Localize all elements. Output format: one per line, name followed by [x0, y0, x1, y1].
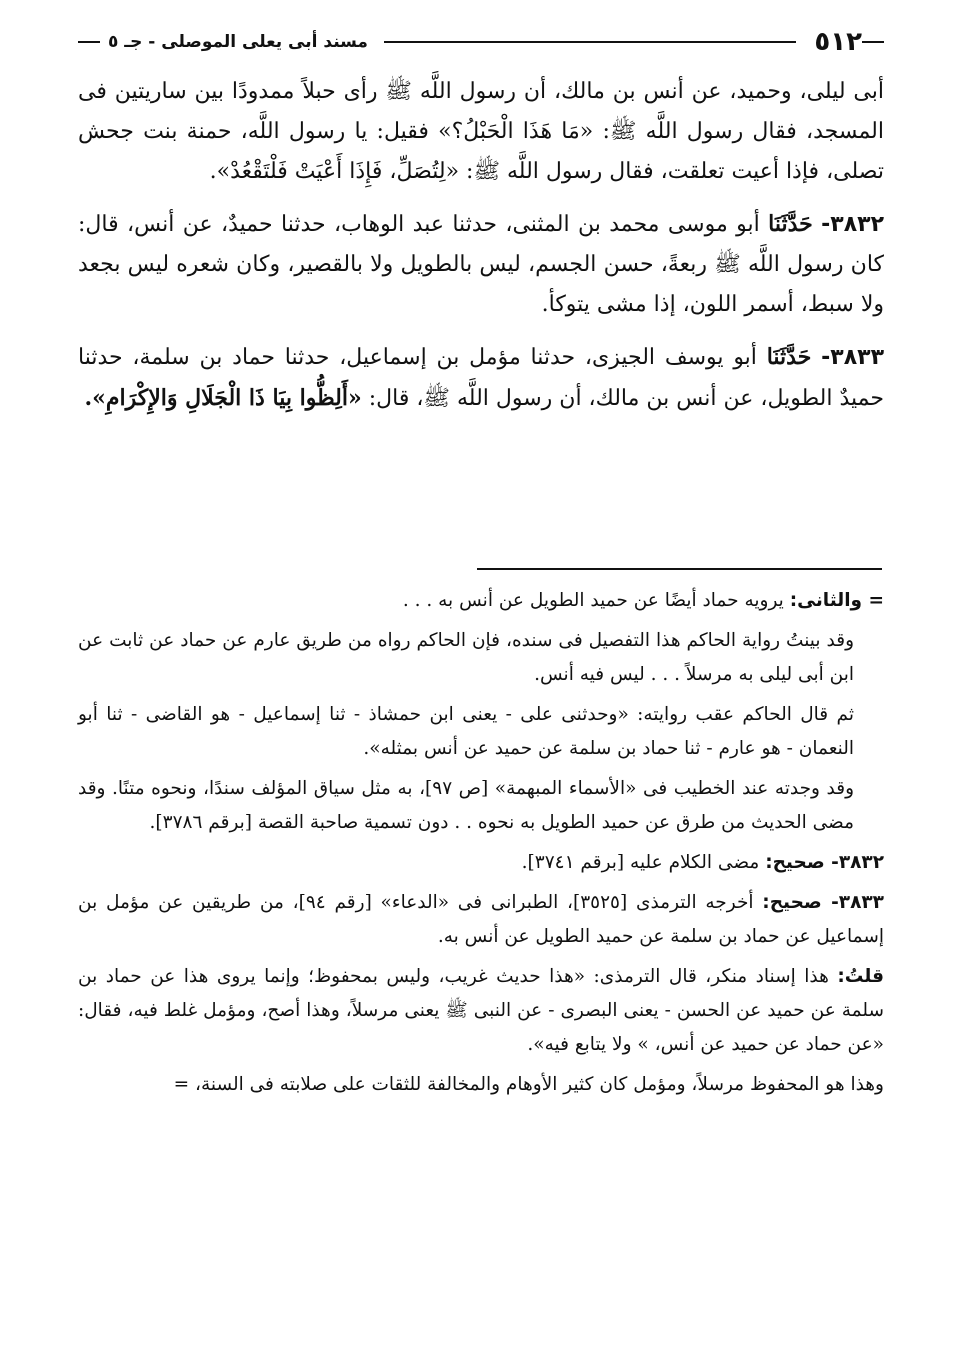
footnote-text: أخرجه الترمذى [٣٥٢٥]، الطبرانى فى «الدعاء» [رقم ٩٤]، من طريقين عن مؤمل بن إسماعيل عن حماد بن سلمة عن حميد الطويل عن أنس به. — [78, 892, 884, 947]
header-rule — [384, 41, 796, 43]
prophetic-quote: «أَلِظُّوا بِيَا ذَا الْجَلَالِ وَالإِكْرَامِ». — [84, 385, 362, 411]
footnote-continued — [78, 584, 884, 618]
footnote-paragraph: وهذا هو المحفوظ مرسلاً، ومؤمل كان كثير الأوهام والمخالفة للثقات على صلابته فى السنة، = — [173, 1074, 884, 1095]
hadith-number: ٣٨٣٣- — [821, 345, 884, 370]
book-title: مسند أبى يعلى الموصلى - جـ ٥ — [108, 32, 368, 52]
footnote-text: مضى الكلام عليه [برقم ٣٧٤١]. — [521, 852, 760, 873]
footnote-paragraph: وقد بينتُ رواية الحاكم هذا التفصيل فى سنده، فإن الحاكم رواه من طريق عارم عن حماد عن ثابت عن ابن أبى ليلى به مرسلاً . . . ليس فيه أنس. — [78, 630, 854, 685]
header-dash-end — [78, 41, 100, 43]
footnote-3832 — [78, 846, 884, 880]
footnote-text: يرويه حماد أيضًا عن حميد الطويل عن أنس به . . . — [402, 590, 784, 611]
footnote-comment — [78, 960, 884, 1062]
footnote-grade: ٣٨٣٣- صحيح: — [762, 892, 884, 913]
footnote-paragraph: وقد وجدته عند الخطيب فى «الأسماء المبهمة» [ص ٩٧]، به مثل سياق المؤلف سندًا، ونحوه متنًا. وقد مضى الحديث من طرق عن حميد الطويل به نحوه . . دون تسمية صاحبة القصة [برقم ٣٧٨٦]. — [78, 778, 855, 833]
footnotes — [78, 584, 884, 1108]
main-text — [78, 72, 884, 431]
hadith-text: أبو يوسف الجيزى، حدثنا مؤمل بن إسماعيل، حدثنا حماد بن سلمة، حدثنا حميدٌ الطويل، عن أنس بن مالك، أن رسول اللَّه ﷺ، قال: — [78, 345, 884, 411]
haddathana-word: حَدَّثَنَا — [766, 344, 812, 370]
footnote-paragraph: ثم قال الحاكم عقب روايته: «وحدثنى على - يعنى ابن حمشاذ - ثنا إسماعيل - هو القاضى - ثنا أبو النعمان - هو عارم - ثنا حماد بن سلمة عن حميد عن أنس بمثله». — [78, 704, 854, 759]
footnote-grade: ٣٨٣٢- صحيح: — [765, 852, 884, 873]
header-dash — [862, 41, 884, 43]
hadith-3832 — [78, 204, 884, 325]
haddathana-word: حَدَّثَنَا — [768, 211, 813, 237]
hadith-3833 — [78, 337, 884, 419]
hadith-text: أبو موسى محمد بن المثنى، حدثنا عبد الوهاب، حدثنا حميدٌ، عن أنس، قال: كان رسول اللَّه ﷺ ربعةً، حسن الجسم، ليس بالطويل ولا بالقصير، وكان شعره ليس بجعد ولا سبط، أسمر اللون، إذا مشى يتوكأ. — [78, 212, 885, 317]
footnote-text: هذا إسناد منكر، قال الترمذى: «هذا حديث غريب، وليس بمحفوظ؛ وإنما يروى هذا عن حماد بن سلمة عن حميد عن الحسن - يعنى البصرى - عن النبى ﷺ يعنى مرسلاً، وهذا أصح، ومؤمل غلط فيه، فقال: «عن حماد عن حميد عن أنس، » ولا يتابع فيه». — [78, 966, 884, 1055]
page-number: ٥١٢ — [814, 27, 862, 57]
footnote-3833 — [78, 886, 884, 954]
hadith-number: ٣٨٣٢- — [821, 212, 885, 237]
footnote-divider — [477, 568, 882, 570]
footnote-lead: قلتُ: — [837, 966, 884, 987]
page-header — [78, 22, 884, 62]
hadith-continuation: أبى ليلى، وحميد، عن أنس بن مالك، أن رسول اللَّه ﷺ رأى حبلاً ممدودًا بين ساريتين فى المسجد، فقال رسول اللَّه ﷺ: «مَا هَذَا الْحَبْلُ؟» فقيل: يا رسول اللَّه، حمنة بنت جحش تصلى، فإذا أعيت تعلقت، فقال رسول اللَّه ﷺ: «لِتُصَلِّ، فَإِذَا أَعْيَتْ فَلْتَقْعُدْ». — [78, 79, 884, 184]
footnote-lead: = والثانى: — [789, 590, 884, 611]
